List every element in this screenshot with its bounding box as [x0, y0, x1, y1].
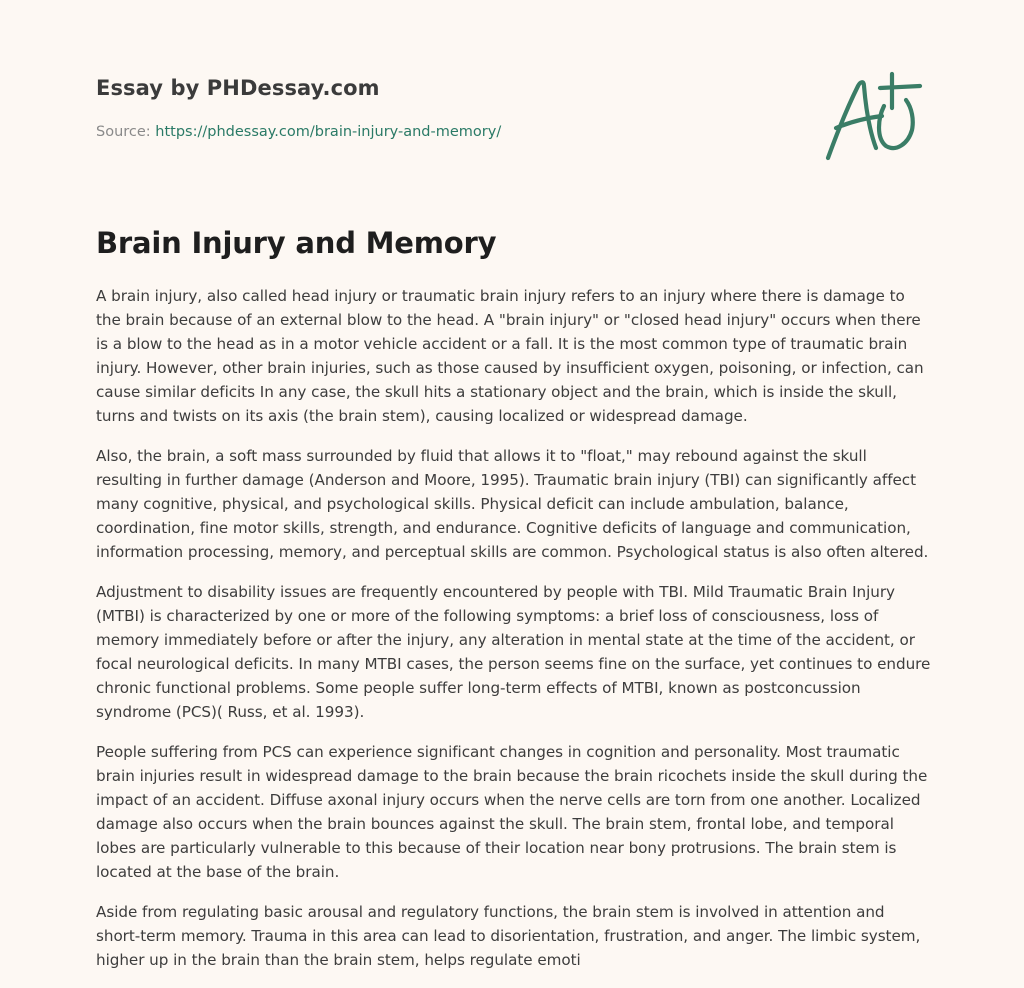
source-line — [96, 124, 501, 140]
essay-paragraph: Also, the brain, a soft mass surrounded by fluid that allows it to "float," may rebound against the skull resulting in further damage (Anderson and Moore, 1995). Traumatic brain injury (TBI) can significantly affect many cognitive, physical, and psychological skills. Physical deficit can include ambulation, balance, coordination, fine motor skills, strength, and endurance. Cognitive deficits of language and communication, information processing, memory, and perceptual skills are common. Psychological status is also often altered. — [96, 447, 929, 561]
header — [96, 0, 932, 200]
a-plus-grade-icon — [824, 68, 924, 164]
essay-title: Brain Injury and Memory — [96, 226, 497, 260]
essay-paragraph: Aside from regulating basic arousal and regulatory functions, the brain stem is involved in attention and short-term memory. Trauma in this area can lead to disorientation, frustration, and anger. The limbic system, higher up in the brain than the brain stem, helps regulate emoti — [96, 903, 921, 969]
essay-body — [96, 284, 932, 988]
essay-paragraph: Adjustment to disability issues are frequently encountered by people with TBI. Mild Traumatic Brain Injury (MTBI) is characterized by one or more of the following symptoms: a brief loss of consciousness, loss of memory immediately before or after the injury, any alteration in mental state at the time of the accident, or focal neurological deficits. In many MTBI cases, the person seems fine on the surface, yet continues to endure chronic functional problems. Some people suffer long-term effects of MTBI, known as postconcussion syndrome (PCS)( Russ, et al. 1993). — [96, 583, 931, 721]
source-label: Source: — [96, 124, 156, 140]
essay-paragraph: A brain injury, also called head injury or traumatic brain injury refers to an injury where there is damage to the brain because of an external blow to the head. A "brain injury" or "closed head injury" occurs when there is a blow to the head as in a motor vehicle accident or a fall. It is the most common type of traumatic brain injury. However, other brain injuries, such as those caused by insufficient oxygen, poisoning, or infection, can cause similar deficits In any case, the skull hits a stationary object and the brain, which is inside the skull, turns and twists on its axis (the brain stem), causing localized or widespread damage. — [96, 287, 924, 425]
site-title: Essay by PHDessay.com — [96, 76, 380, 100]
essay-paragraph: People suffering from PCS can experience significant changes in cognition and personality. Most traumatic brain injuries result in widespread damage to the brain because the brain ricochets inside the skull during the impact of an accident. Diffuse axonal injury occurs when the nerve cells are torn from one another. Localized damage also occurs when the brain bounces against the skull. The brain stem, frontal lobe, and temporal lobes are particularly vulnerable to this because of their location near bony protrusions. The brain stem is located at the base of the brain. — [96, 743, 928, 881]
page — [96, 0, 932, 969]
source-link[interactable]: https://phdessay.com/brain-injury-and-memory/ — [155, 124, 502, 140]
